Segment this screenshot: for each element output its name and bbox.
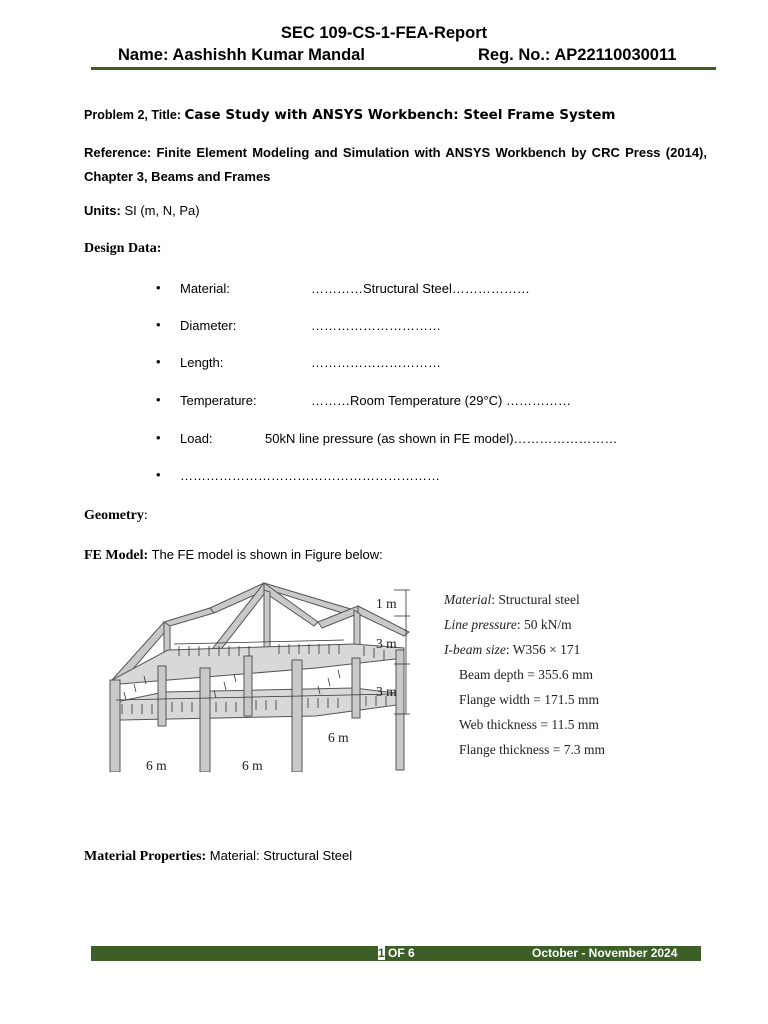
units-line bbox=[84, 203, 200, 218]
spec-beam-value: : W356 × 171 bbox=[505, 642, 581, 657]
page-indicator bbox=[378, 946, 415, 961]
bullet-icon: • bbox=[156, 354, 161, 369]
material-properties-text: Material: Structural Steel bbox=[206, 848, 353, 863]
dim-label: 6 m bbox=[242, 758, 263, 773]
spec-beam-label: I-beam size bbox=[444, 642, 506, 657]
item-value: 50kN line pressure (as shown in FE model)…………………… bbox=[265, 431, 618, 446]
item-label: Length: bbox=[180, 355, 224, 370]
fe-model-text: The FE model is shown in Figure below: bbox=[148, 547, 383, 562]
registration-number: Reg. No.: AP22110030011 bbox=[478, 46, 677, 64]
item-value: ………………………… bbox=[311, 355, 441, 370]
column bbox=[352, 658, 360, 718]
spec-pressure bbox=[444, 617, 572, 633]
material-properties-label: Material Properties: bbox=[84, 849, 207, 864]
geometry-heading bbox=[84, 506, 148, 524]
units-value: SI (m, N, Pa) bbox=[120, 203, 200, 218]
bullet-icon: • bbox=[156, 392, 161, 407]
design-data-heading: Design Data: bbox=[84, 241, 162, 256]
item-value: ………Room Temperature (29°C) …………… bbox=[311, 393, 571, 408]
item-value: …………Structural Steel……………… bbox=[311, 281, 530, 296]
header-rule bbox=[91, 67, 716, 70]
dim-label: 6 m bbox=[328, 730, 349, 745]
spec-material-value: : Structural steel bbox=[491, 592, 580, 607]
page-of: OF 6 bbox=[384, 946, 415, 960]
spec-line: Web thickness = 11.5 mm bbox=[459, 717, 599, 732]
spec-material-label: Material bbox=[444, 592, 492, 607]
item-label: Diameter: bbox=[180, 318, 237, 333]
rafter bbox=[264, 583, 318, 626]
dim-label: 6 m bbox=[146, 758, 167, 773]
problem-title bbox=[84, 107, 615, 123]
column bbox=[396, 650, 404, 770]
problem-title-text: Case Study with ANSYS Workbench: Steel Frame System bbox=[184, 107, 616, 123]
dim-label: 1 m bbox=[376, 596, 397, 611]
material-properties-line bbox=[84, 847, 352, 865]
dim-label: 3 m bbox=[376, 684, 397, 699]
footer-date: October - November 2024 bbox=[532, 946, 678, 960]
column bbox=[244, 656, 252, 716]
problem-prefix: Problem 2, Title: bbox=[84, 108, 185, 122]
post bbox=[264, 590, 270, 652]
bullet-icon: • bbox=[156, 430, 161, 445]
dim-label: 3 m bbox=[376, 636, 397, 651]
column bbox=[292, 660, 302, 772]
bullet-icon: • bbox=[156, 317, 161, 332]
author-name: Name: Aashishh Kumar Mandal bbox=[118, 46, 365, 64]
report-title: SEC 109-CS-1-FEA-Report bbox=[280, 24, 488, 42]
spec-pressure-label: Line pressure bbox=[444, 617, 517, 632]
fe-model-label: FE Model: bbox=[84, 548, 149, 563]
spec-line: Flange width = 171.5 mm bbox=[459, 692, 599, 707]
frame-figure bbox=[104, 580, 416, 772]
item-label: Temperature: bbox=[180, 393, 257, 408]
rafter bbox=[164, 608, 214, 626]
column bbox=[200, 668, 210, 772]
fe-model-line bbox=[84, 546, 383, 564]
spec-pressure-value: : 50 kN/m bbox=[516, 617, 572, 632]
item-value: ………………………… bbox=[311, 318, 441, 333]
spec-material bbox=[444, 592, 580, 608]
spec-line: Flange thickness = 7.3 mm bbox=[459, 742, 605, 757]
column bbox=[110, 680, 120, 772]
geometry-label: Geometry bbox=[84, 508, 144, 523]
column bbox=[158, 666, 166, 726]
item-label: Material: bbox=[180, 281, 230, 296]
geometry-colon: : bbox=[143, 508, 148, 523]
item-label: Load: bbox=[180, 431, 213, 446]
spec-line: Beam depth = 355.6 mm bbox=[459, 667, 593, 682]
units-label: Units: bbox=[84, 203, 121, 218]
reference: Reference: Finite Element Modeling and Simulation with ANSYS Workbench by CRC Press (2014), Chapter 3, Beams and Frames bbox=[84, 145, 707, 184]
spec-beam bbox=[444, 642, 580, 658]
bullet-icon: • bbox=[156, 280, 161, 295]
item-value: …………………………………………………… bbox=[180, 468, 440, 483]
bullet-icon: • bbox=[156, 467, 161, 482]
page-number: 1 bbox=[378, 946, 385, 960]
